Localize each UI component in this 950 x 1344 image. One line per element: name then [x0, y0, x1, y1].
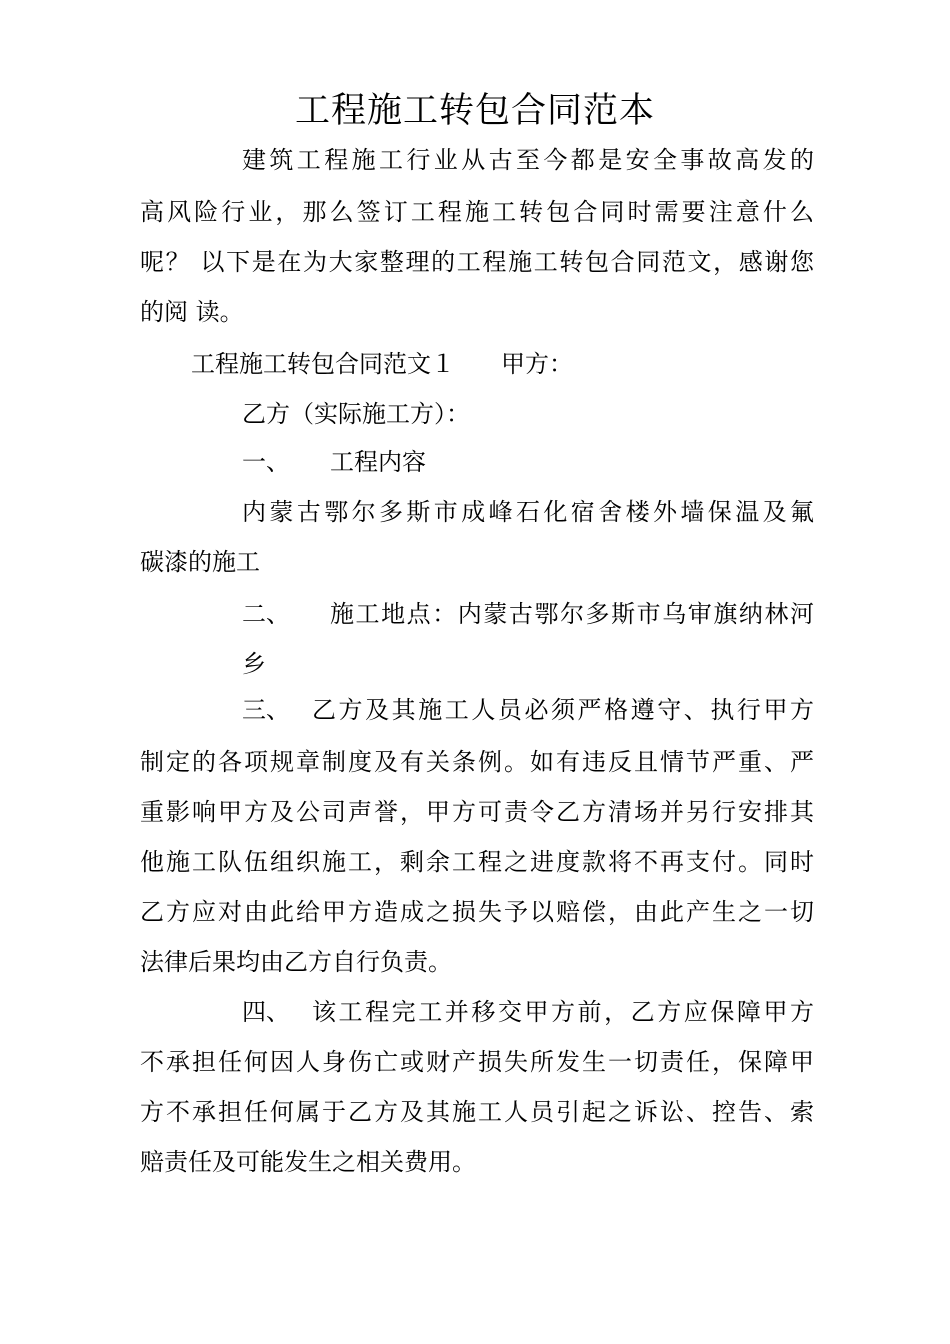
section-3-number: 三、: [242, 696, 290, 724]
section-4-line-3: 方不承担任何属于乙方及其施工人员引起之诉讼、控告、索: [140, 1098, 814, 1126]
section-3-line-5: 乙方应对由此给甲方造成之损失予以赔偿，由此产生之一切: [140, 898, 814, 926]
section-2-number: 二、: [242, 600, 290, 628]
section-1-heading: [242, 446, 426, 478]
intro-line-1: 建筑工程施工行业从古至今都是安全事故高发的: [242, 146, 814, 174]
section-3-line-6: 法律后果均由乙方自行负责。: [140, 948, 452, 976]
section-4-line-1: [242, 996, 814, 1028]
section-3-line-3: 重影响甲方及公司声誉，甲方可责令乙方清场并另行安排其: [140, 798, 814, 826]
intro-line-3: 呢？ 以下是在为大家整理的工程施工转包合同范文，感谢您: [140, 248, 814, 276]
section-3-line-4: 他施工队伍组织施工，剩余工程之进度款将不再支付。同时: [140, 848, 814, 876]
sample-heading-text: 工程施工转包合同范文１: [191, 350, 455, 378]
section-1-title: 工程内容: [330, 448, 426, 476]
section-1-line-1: 内蒙古鄂尔多斯市成峰石化宿舍楼外墙保温及氟: [242, 498, 814, 526]
section-1-line-2: 碳漆的施工: [140, 548, 260, 576]
party-a-label: 甲方：: [501, 350, 573, 378]
section-3-line-2: 制定的各项规章制度及有关条例。如有违反且情节严重、严: [140, 748, 814, 776]
document-title: 工程施工转包合同范本: [294, 91, 655, 131]
section-1-number: 一、: [242, 448, 290, 476]
section-2-location: 施工地点：内蒙古鄂尔多斯市乌审旗纳林河: [330, 600, 814, 628]
section-4-number: 四、: [242, 998, 290, 1026]
section-4-line-2: 不承担任何因人身伤亡或财产损失所发生一切责任，保障甲: [140, 1048, 814, 1076]
section-2-line-1: [242, 598, 814, 630]
sample-heading: [191, 348, 573, 380]
party-b-label: 乙方（实际施工方）：: [242, 400, 470, 428]
intro-line-2: 高风险行业，那么签订工程施工转包合同时需要注意什么: [140, 198, 814, 226]
section-4-line-4: 赔责任及可能发生之相关费用。: [140, 1148, 476, 1176]
section-3-line-1: [242, 694, 814, 726]
section-3-text-1: 乙方及其施工人员必须严格遵守、执行甲方: [312, 696, 814, 724]
section-2-line-2: 乡: [242, 650, 266, 678]
section-4-text-1: 该工程完工并移交甲方前，乙方应保障甲方: [312, 998, 814, 1026]
intro-line-4: 的阅 读。: [140, 298, 244, 326]
